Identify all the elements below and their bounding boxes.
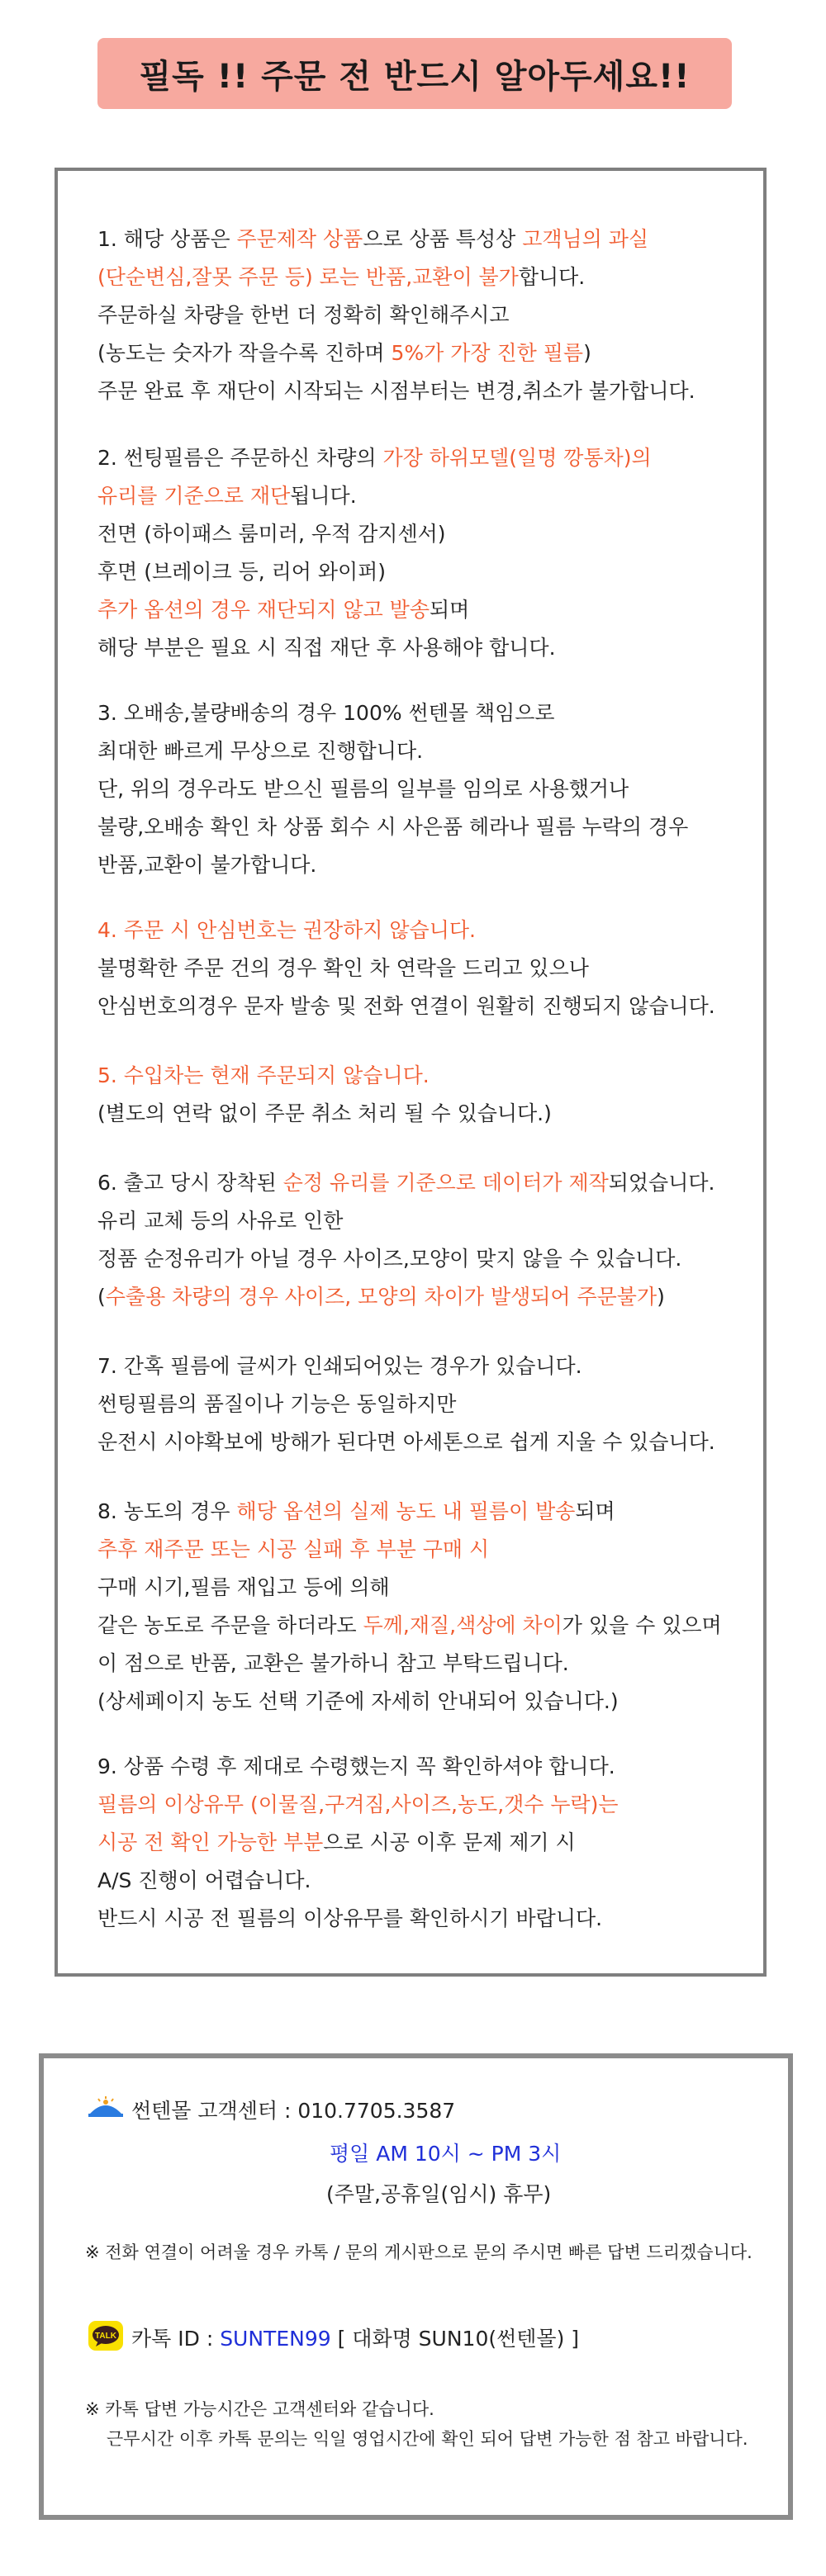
notice-section-3 xyxy=(97,694,755,884)
customer-center-icon xyxy=(87,2095,125,2120)
notice-box xyxy=(55,168,767,1977)
kakao-id[interactable]: SUNTEN99 xyxy=(220,2327,331,2351)
kakao-note-1: ※ 카톡 답변 가능시간은 고객센터와 같습니다. xyxy=(85,2399,434,2419)
notice-line: 이 점으로 반품, 교환은 불가하니 참고 부탁드립니다. xyxy=(97,1651,569,1675)
notice-line: 유리 교체 등의 사유로 인한 xyxy=(97,1209,344,1233)
notice-line: 불량,오배송 확인 차 상품 회수 시 사은품 헤라나 필름 누락의 경우 xyxy=(97,815,689,839)
notice-line: 9. 상품 수령 후 제대로 수령했는지 꼭 확인하셔야 합니다. xyxy=(97,1754,615,1778)
customer-center-label: 썬텐몰 고객센터 : xyxy=(131,2099,298,2123)
notice-section-8 xyxy=(97,1493,755,1721)
notice-section-2 xyxy=(97,439,755,667)
notice-line: (상세페이지 농도 선택 기준에 자세히 안내되어 있습니다.) xyxy=(97,1689,619,1713)
notice-line: 주문 완료 후 재단이 시작되는 시점부터는 변경,취소가 불가합니다. xyxy=(97,379,695,403)
notice-section-7 xyxy=(97,1347,755,1461)
notice-line: 전면 (하이패스 룸미러, 우적 감지센서) xyxy=(97,522,446,546)
notice-line: 최대한 빠르게 무상으로 진행합니다. xyxy=(97,739,424,763)
notice-section-9 xyxy=(97,1748,755,1938)
notice-line: 해당 부분은 필요 시 직접 재단 후 사용해야 합니다. xyxy=(97,636,556,660)
banner-title: 필독 !! 주문 전 반드시 알아두세요!! xyxy=(139,57,691,96)
notice-line: 단, 위의 경우라도 받으신 필름의 일부를 임의로 사용했거나 xyxy=(97,777,629,801)
notice-line: 같은 농도로 주문을 하더라도 두께,재질,색상에 차이가 있을 수 있으며 xyxy=(97,1613,722,1637)
notice-section-5 xyxy=(97,1057,755,1133)
notice-line: (수출용 차량의 경우 사이즈, 모양의 차이가 발생되어 주문불가) xyxy=(97,1285,665,1309)
notice-line: (별도의 연락 없이 주문 취소 처리 될 수 있습니다.) xyxy=(97,1101,552,1125)
notice-line: 2. 썬팅필름은 주문하신 차량의 가장 하위모델(일명 깡통차)의 xyxy=(97,446,652,470)
notice-section-4 xyxy=(97,912,755,1025)
notice-line: 반품,교환이 불가합니다. xyxy=(97,853,317,877)
kakao-chat-name: [ 대화명 SUN10(썬텐몰) ] xyxy=(330,2327,580,2351)
notice-line: 운전시 시야확보에 방해가 된다면 아세톤으로 쉽게 지울 수 있습니다. xyxy=(97,1430,715,1454)
notice-line: 7. 간혹 필름에 글씨가 인쇄되어있는 경우가 있습니다. xyxy=(97,1354,582,1378)
business-hours: 평일 AM 10시 ~ PM 3시 xyxy=(330,2142,562,2166)
notice-line: 필름의 이상유무 (이물질,구겨짐,사이즈,농도,갯수 누락)는 xyxy=(97,1792,619,1816)
notice-line: 유리를 기준으로 재단됩니다. xyxy=(97,484,357,508)
contact-box xyxy=(39,2053,793,2520)
notice-line: 주문하실 차량을 한번 더 정확히 확인해주시고 xyxy=(97,303,510,327)
notice-line: 구매 시기,필름 재입고 등에 의해 xyxy=(97,1575,390,1599)
kakaotalk-icon xyxy=(88,2321,123,2351)
notice-line: 안심번호의경우 문자 발송 및 전화 연결이 원활히 진행되지 않습니다. xyxy=(97,994,715,1018)
notice-line: 1. 해당 상품은 주문제작 상품으로 상품 특성상 고객님의 과실 xyxy=(97,227,649,251)
customer-center-line xyxy=(131,2095,455,2124)
kakao-label: 카톡 ID : xyxy=(131,2327,221,2351)
holiday-notice: (주말,공휴일(임시) 휴무) xyxy=(326,2182,552,2206)
notice-line: (농도는 숫자가 작을수록 진하며 5%가 가장 진한 필름) xyxy=(97,341,591,365)
notice-line: 6. 출고 당시 장착된 순정 유리를 기준으로 데이터가 제작되었습니다. xyxy=(97,1171,715,1195)
notice-line: 정품 순정유리가 아닐 경우 사이즈,모양이 맞지 않을 수 있습니다. xyxy=(97,1247,682,1271)
notice-line: 후면 (브레이크 등, 리어 와이퍼) xyxy=(97,560,387,584)
notice-line: 반드시 시공 전 필름의 이상유무를 확인하시기 바랍니다. xyxy=(97,1906,603,1930)
notice-line: 5. 수입차는 현재 주문되지 않습니다. xyxy=(97,1063,430,1087)
kakao-line xyxy=(131,2323,579,2352)
notice-banner xyxy=(97,38,732,109)
phone-note: ※ 전화 연결이 어려울 경우 카톡 / 문의 게시판으로 문의 주시면 빠른 답변 드리겠습니다. xyxy=(85,2242,752,2262)
notice-line: 8. 농도의 경우 해당 옵션의 실제 농도 내 필름이 발송되며 xyxy=(97,1499,615,1523)
notice-line: 시공 전 확인 가능한 부분으로 시공 이후 문제 제기 시 xyxy=(97,1830,576,1854)
notice-line: 추가 옵션의 경우 재단되지 않고 발송되며 xyxy=(97,598,470,622)
notice-line: 추후 재주문 또는 시공 실패 후 부분 구매 시 xyxy=(97,1537,490,1561)
customer-center-phone[interactable]: 010.7705.3587 xyxy=(297,2099,456,2123)
notice-line: (단순변심,잘못 주문 등) 로는 반품,교환이 불가합니다. xyxy=(97,265,586,289)
notice-line: 썬팅필름의 품질이나 기능은 동일하지만 xyxy=(97,1392,457,1416)
notice-line: A/S 진행이 어렵습니다. xyxy=(97,1868,311,1892)
notice-line: 3. 오배송,불량배송의 경우 100% 썬텐몰 책임으로 xyxy=(97,701,555,725)
kakao-note-2: 근무시간 이후 카톡 문의는 익일 영업시간에 확인 되어 답변 가능한 점 참고 바랍니다. xyxy=(107,2429,748,2449)
notice-line: 4. 주문 시 안심번호는 권장하지 않습니다. xyxy=(97,918,476,942)
notice-line: 불명확한 주문 건의 경우 확인 차 연락을 드리고 있으나 xyxy=(97,956,589,980)
notice-section-6 xyxy=(97,1164,755,1316)
notice-section-1 xyxy=(97,220,755,410)
svg-text:TALK: TALK xyxy=(95,2332,116,2341)
